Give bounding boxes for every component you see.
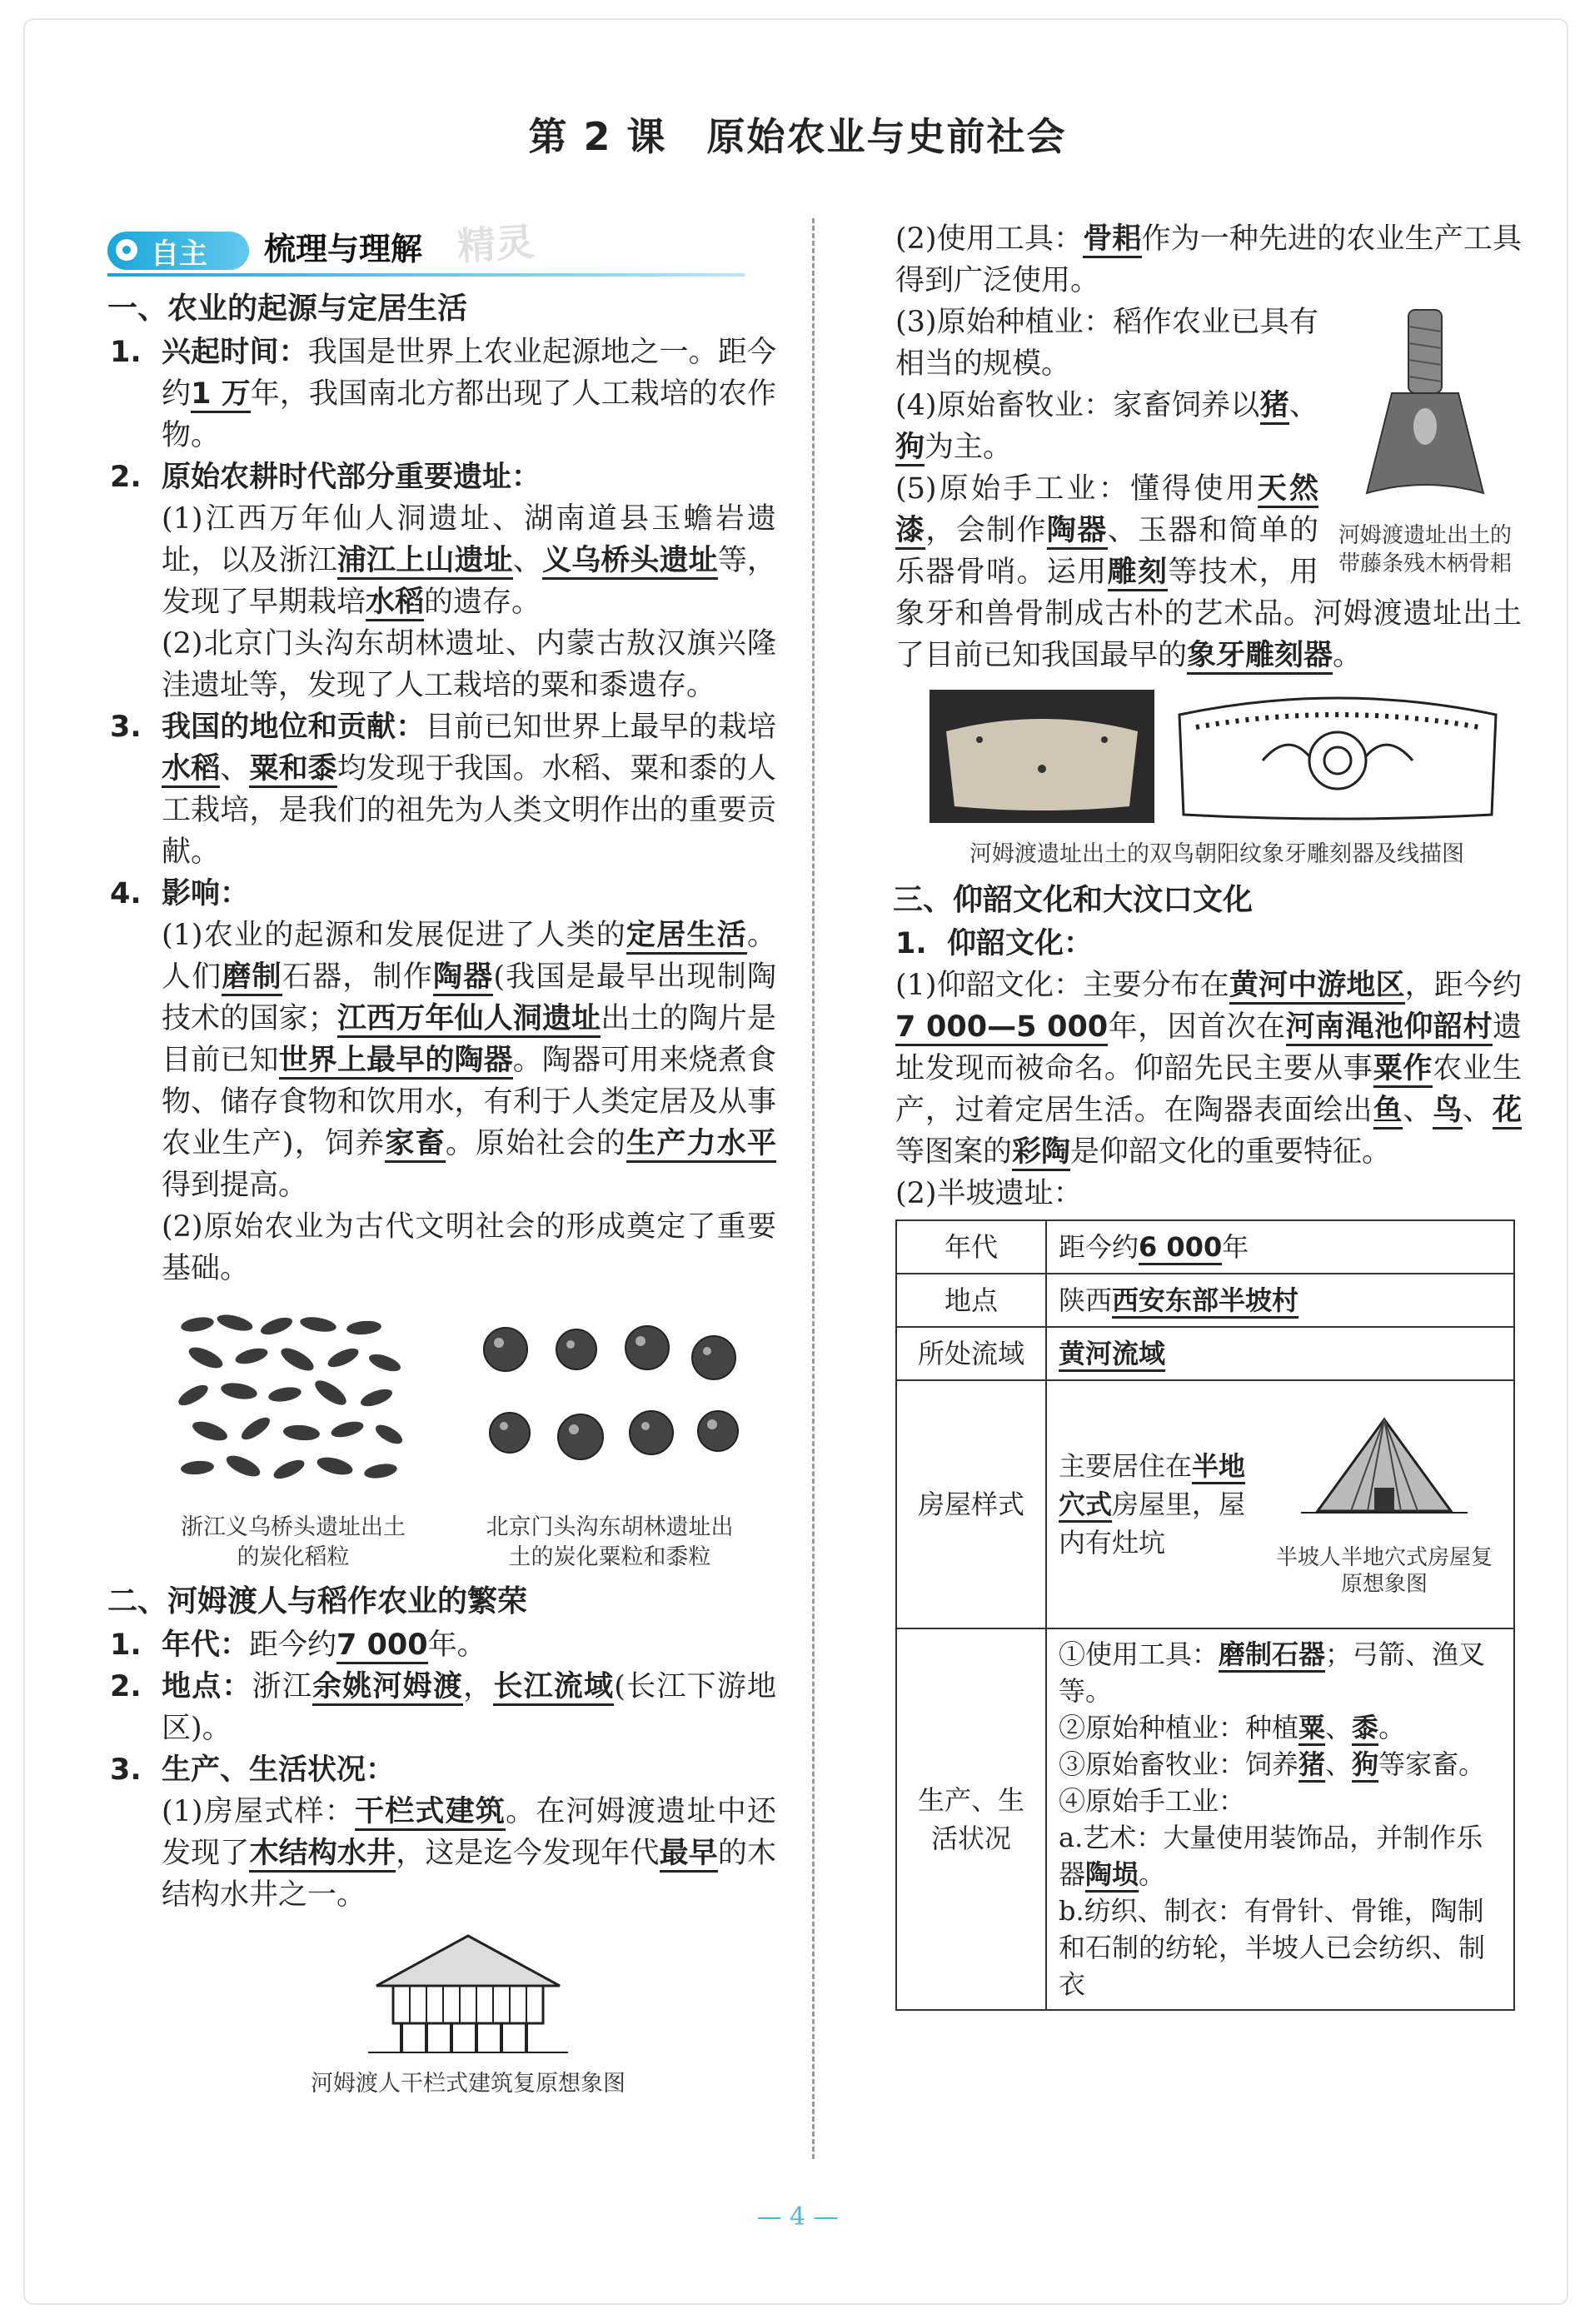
text: 。原始社会的 (445, 1127, 627, 1160)
text: 房屋里，屋内有灶坑 (1059, 1489, 1246, 1558)
banpo-table (895, 1219, 1515, 2011)
stilt-house-figure (160, 1928, 776, 2099)
s1-item-4 (110, 873, 776, 915)
planting-paragraph: (3)原始种植业：稻作农业已具有相当的规模。 (895, 306, 1318, 381)
table-row (896, 1274, 1514, 1327)
item-label: 年代： (162, 1628, 250, 1662)
item-number: 1. (895, 927, 927, 960)
text: 。 (1378, 1712, 1406, 1743)
figure-caption: 半坡人半地穴式房屋复原想象图 (1275, 1545, 1493, 1597)
text: 。 (1139, 1858, 1166, 1890)
key-term: 骨耜 (1083, 222, 1141, 258)
s1-item-3 (110, 706, 776, 873)
item-label: 兴起时间： (162, 336, 308, 369)
right-column (895, 218, 1522, 2011)
text: 。在河姆渡遗址中还发现了 (162, 1795, 776, 1870)
text: 、 (1403, 1094, 1433, 1127)
text: 均发现于我国。水稻、粟和黍的人工栽培，是我们的祖先为人类文明作出的重要贡献。 (162, 752, 776, 869)
text: 等，发现了早期栽培 (162, 544, 776, 619)
s2-item-1 (110, 1624, 776, 1666)
section3-heading: 三、仰韶文化和大汶口文化 (893, 883, 1254, 917)
row-header: 生产、生活状况 (896, 1628, 1046, 2010)
text: ，这是迄今发现年代 (396, 1837, 660, 1870)
text: ②原始种植业：种植 (1059, 1712, 1299, 1743)
text: (1)江西万年仙人洞遗址、湖南道县玉蟾岩遗址，以及浙江 (162, 502, 776, 577)
text: 石器，制作 (282, 960, 433, 994)
livestock-line (1059, 1746, 1502, 1783)
text: ①使用工具： (1059, 1638, 1219, 1670)
item-number: 4. (110, 877, 142, 910)
key-term: 陶器 (1047, 514, 1108, 550)
text: (1)房屋式样： (162, 1795, 355, 1828)
key-term: 西安东部半坡村 (1112, 1284, 1298, 1319)
table-row (896, 1220, 1514, 1274)
key-term: 狗 (895, 431, 925, 466)
key-term: 磨制 (222, 960, 282, 996)
banner-pill (107, 232, 249, 270)
rice-figure (172, 1308, 414, 1573)
textile-line: b.纺织、制衣：有骨针、骨锥，陶制和石制的纺轮，半坡人已会纺织、制衣 (1059, 1895, 1486, 2000)
item-label: 地点： (162, 1670, 252, 1703)
key-term: 半地穴式 (1059, 1450, 1245, 1523)
table-cell (1046, 1628, 1514, 2010)
key-term: 天然漆 (895, 472, 1318, 550)
item-label: 生产、生活状况： (162, 1753, 396, 1787)
s1-item-2-p2: (2)北京门头沟东胡林遗址、内蒙古敖汉旗兴隆洼遗址等，发现了人工栽培的粟和黍遗存。 (162, 627, 776, 702)
text: 等技术，用象牙和兽骨制成古朴的艺术品。河姆渡遗址出土了目前已知我国最早的 (895, 556, 1522, 672)
table-cell (1046, 1274, 1514, 1327)
item-body (162, 1749, 776, 1791)
key-term: 彩陶 (1012, 1135, 1070, 1171)
table-row (896, 1628, 1514, 2010)
text: 距今约 (249, 1628, 337, 1662)
text: 、 (1463, 1094, 1493, 1127)
text: 、 (1288, 389, 1318, 422)
s1-item-2-p1 (110, 498, 776, 623)
stilt-house-image (343, 1928, 593, 2061)
text: 浙江 (252, 1670, 313, 1703)
row-header: 年代 (896, 1220, 1046, 1274)
section1-heading: 一、农业的起源与定居生活 (107, 292, 468, 326)
text: a.艺术：大量使用装饰品，并制作乐器 (1059, 1822, 1483, 1890)
key-term: 粟 (1298, 1712, 1325, 1746)
text: 农业生产，过着定居生活。在陶器表面绘出 (895, 1052, 1522, 1127)
item-label: 影响： (162, 877, 250, 910)
key-term: 义乌桥头遗址 (542, 544, 718, 580)
key-term: 家畜 (385, 1127, 445, 1163)
row-header: 所处流域 (896, 1327, 1046, 1380)
carbonized-millet-image (472, 1308, 747, 1491)
text: 为主。 (925, 431, 1013, 464)
lesson-title: 第 2 课 原始农业与史前社会 (528, 114, 1067, 159)
ivory-figure (912, 690, 1522, 870)
item-label: 仰韶文化： (947, 927, 1094, 960)
figure-caption: 河姆渡遗址出土的带藤条残木柄骨耜 (1338, 523, 1512, 576)
s1-item-4-p1 (110, 915, 776, 1206)
key-term: 浦江上山遗址 (337, 544, 513, 580)
left-column (107, 218, 776, 2099)
key-term: 黍 (1352, 1712, 1378, 1746)
text: 。人们 (162, 919, 776, 994)
item-body (162, 706, 776, 873)
column-divider (812, 218, 815, 2159)
key-term: 世界上最早的陶器 (279, 1044, 513, 1080)
page-number: — 4 — (756, 2202, 839, 2232)
table-row (896, 1380, 1514, 1628)
item-number: 2. (110, 461, 142, 494)
key-term: 水稻 (366, 586, 424, 621)
figure-caption: 河姆渡人干栏式建筑复原想象图 (311, 2071, 626, 2097)
item-number: 3. (110, 711, 142, 744)
text: 、 (1325, 1748, 1353, 1780)
bullet-icon (116, 239, 137, 261)
key-term: 黄河中游地区 (1229, 969, 1405, 1005)
key-term: 生产力水平 (626, 1127, 776, 1163)
s2-item-2 (110, 1666, 776, 1749)
text: 、玉器和简单的乐器骨哨。运用 (895, 514, 1318, 589)
item-label: 原始农耕时代部分重要遗址： (162, 461, 541, 494)
table-cell (1046, 1220, 1514, 1274)
text: (2)使用工具： (895, 222, 1084, 256)
text: 、 (512, 544, 542, 577)
text: 的遗存。 (424, 586, 541, 619)
text: 是仰韶文化的重要特征。 (1070, 1135, 1392, 1169)
item-number: 1. (110, 336, 142, 369)
text: 等家畜。 (1378, 1748, 1486, 1780)
key-term: 黄河流域 (1059, 1338, 1165, 1372)
section2-heading: 二、河姆渡人与稻作农业的繁荣 (107, 1584, 528, 1618)
planting-line (1059, 1709, 1502, 1746)
pit-house-figure (1267, 1411, 1502, 1598)
key-term: 象牙雕刻器 (1187, 639, 1333, 675)
text: (长江下游地区)。 (162, 1670, 776, 1745)
row-header: 地点 (896, 1274, 1046, 1327)
item-body (162, 873, 776, 915)
key-term: 鱼 (1373, 1094, 1403, 1130)
figure-caption: 北京门头沟东胡林遗址出土的炭化粟粒和黍粒 (486, 1514, 734, 1570)
table-row (896, 1327, 1514, 1380)
key-term: 猪 (1260, 389, 1289, 425)
key-term: 雕刻 (1108, 556, 1169, 591)
banner-underline (107, 273, 745, 277)
s2-item-3 (110, 1749, 776, 1791)
text: 出土的陶片是目前已知 (162, 1002, 776, 1077)
text: 我国是世界上农业起源地之一。距今约 (162, 336, 776, 411)
key-term: 定居生活 (626, 919, 747, 955)
key-term: 长江流域 (493, 1670, 614, 1706)
watermark: 精灵 (456, 218, 536, 270)
key-term: 水稻 (162, 752, 220, 788)
key-term: 陶器 (433, 960, 493, 996)
text: 得到提高。 (162, 1169, 308, 1202)
key-term: 木结构水井 (249, 1837, 396, 1873)
text: ③原始畜牧业：饲养 (1059, 1748, 1299, 1780)
text: 距今约 (1059, 1231, 1139, 1263)
item-label: 我国的地位和贡献： (162, 711, 426, 744)
s1-item-2 (110, 456, 776, 498)
key-term: 磨制石器 (1219, 1638, 1325, 1673)
handicraft-line: ④原始手工业： (1059, 1785, 1246, 1817)
banner-heading: 梳理与理解 (264, 231, 423, 267)
item-body (162, 332, 776, 456)
item-number: 2. (110, 1670, 142, 1703)
s1-item-4-p2: (2)原始农业为古代文明社会的形成奠定了重要基础。 (162, 1210, 776, 1285)
text: (1)农业的起源和发展促进了人类的 (162, 919, 627, 952)
text: 、 (220, 752, 250, 785)
key-term: 最早 (660, 1837, 718, 1873)
item-body (162, 1666, 776, 1749)
text: 年。 (427, 1628, 486, 1662)
s1-item-1 (110, 332, 776, 456)
key-term: 1 万 (191, 377, 251, 413)
text: 。陶器可用来烧煮食物、储存食物和饮用水，有利于人类定居及从事农业生产)，饲养 (162, 1044, 776, 1160)
section-banner (107, 218, 776, 280)
key-term: 余姚河姆渡 (312, 1670, 463, 1706)
key-term: 7 000 (336, 1628, 428, 1664)
item-body (162, 456, 776, 498)
key-term: 干栏式建筑 (355, 1795, 506, 1831)
art-line (1059, 1819, 1502, 1893)
item-number: 3. (110, 1753, 142, 1787)
key-term: 狗 (1352, 1748, 1378, 1783)
text: (我国是最早出现制陶技术的国家； (162, 960, 776, 1035)
ivory-carving-image (930, 690, 1504, 823)
text: 年 (1222, 1231, 1249, 1263)
s3-item-1 (895, 923, 1522, 965)
key-term: 粟作 (1373, 1052, 1433, 1088)
text: 、 (1325, 1712, 1353, 1743)
bone-spade-image (1342, 302, 1508, 510)
key-term: 粟和黍 (249, 752, 336, 788)
key-term: 7 000—5 000 (895, 1010, 1108, 1046)
banpo-label: (2)半坡遗址： (895, 1177, 1083, 1210)
text: 年，我国南北方都出现了人工栽培的农作物。 (162, 377, 776, 452)
s2-item-3-p1 (110, 1791, 776, 1916)
text: 作为一种先进的农业生产工具得到广泛使用。 (895, 222, 1522, 297)
key-term: 鸟 (1433, 1094, 1463, 1130)
key-term: 陶埙 (1085, 1858, 1139, 1893)
table-cell (1046, 1327, 1514, 1380)
key-term: 江西万年仙人洞遗址 (337, 1002, 601, 1038)
tools-line (1059, 1636, 1502, 1709)
text: 。 (1333, 639, 1363, 672)
item-number: 1. (110, 1628, 142, 1662)
house-style-text (1059, 1447, 1267, 1562)
row-header: 房屋样式 (896, 1380, 1046, 1628)
item-body (162, 1624, 776, 1666)
text: 等图案的 (895, 1135, 1013, 1169)
text: 的木结构水井之一。 (162, 1837, 776, 1912)
table-cell (1046, 1380, 1514, 1628)
key-term: 猪 (1298, 1748, 1325, 1783)
text: (4)原始畜牧业：家畜饲养以 (895, 389, 1260, 422)
text: ，距今约 (1404, 969, 1522, 1002)
text: ；弓箭、渔叉等。 (1059, 1638, 1486, 1707)
yangshao-paragraph (895, 965, 1522, 1173)
millet-figure (472, 1308, 747, 1573)
text: 目前已知世界上最早的栽培 (425, 711, 776, 744)
key-term: 花 (1493, 1094, 1522, 1130)
text: 陕西 (1059, 1284, 1113, 1316)
text: ， (463, 1670, 494, 1703)
text: ，会制作 (925, 514, 1047, 547)
tools-paragraph (895, 218, 1522, 302)
text: (5)原始手工业：懂得使用 (895, 472, 1258, 506)
text: 遗址发现而被命名。仰韶先民主要从事 (895, 1010, 1522, 1085)
figure-caption: 浙江义乌桥头遗址出土的炭化稻粒 (181, 1514, 406, 1570)
text: 主要居住在 (1059, 1450, 1193, 1482)
key-term: 河南渑池仰韶村 (1286, 1010, 1493, 1046)
bone-spade-figure (1328, 302, 1522, 578)
carbonized-rice-image (172, 1308, 414, 1491)
banner-pill-text: 自主 (151, 237, 207, 271)
figure-caption: 河姆渡遗址出土的双鸟朝阳纹象牙雕刻器及线描图 (969, 841, 1464, 867)
text: 年，因首次在 (1108, 1010, 1286, 1044)
item-body (947, 923, 1522, 965)
grain-figures (143, 1308, 776, 1573)
key-term: 6 000 (1139, 1231, 1222, 1265)
text: (1)仰韶文化：主要分布在 (895, 969, 1229, 1002)
pit-house-image (1293, 1411, 1476, 1536)
